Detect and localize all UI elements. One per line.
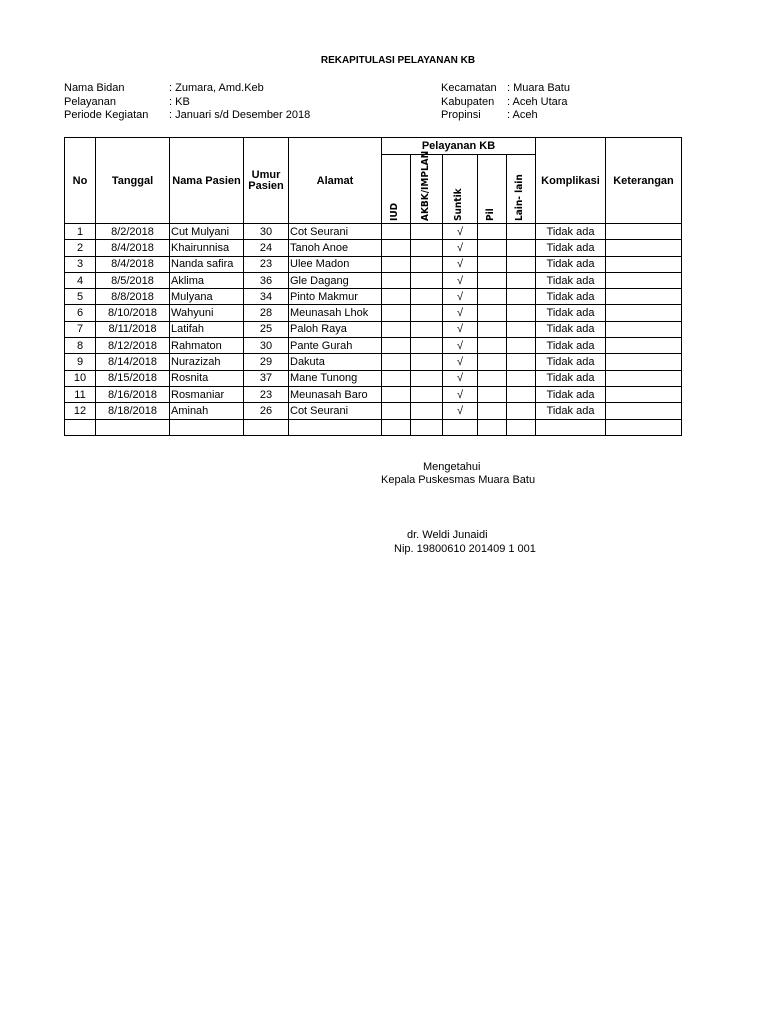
cell-iud <box>382 321 411 337</box>
cell-suntik: √ <box>443 354 478 370</box>
cell-umur: 23 <box>244 386 289 402</box>
cell-umur: 34 <box>244 289 289 305</box>
header-pelayanan-kb: Pelayanan KB <box>382 138 536 155</box>
header-akbk-label: AKBK/IMPLAN <box>419 150 431 221</box>
header-pil <box>478 155 507 224</box>
cell-iud <box>382 370 411 386</box>
signature-name: dr. Weldi Junaidi <box>407 529 488 541</box>
cell-alamat: Cot Seurani <box>289 224 382 240</box>
cell-iud <box>382 224 411 240</box>
cell-no <box>65 419 96 435</box>
cell-alamat: Cot Seurani <box>289 403 382 419</box>
cell-pil <box>478 305 507 321</box>
cell-iud <box>382 256 411 272</box>
cell-keterangan <box>606 240 682 256</box>
info-row-kabupaten <box>441 95 570 109</box>
cell-lain <box>507 386 536 402</box>
cell-keterangan <box>606 354 682 370</box>
cell-pil <box>478 224 507 240</box>
cell-nama: Latifah <box>170 321 244 337</box>
cell-tanggal: 8/18/2018 <box>96 403 170 419</box>
cell-umur: 30 <box>244 224 289 240</box>
cell-lain <box>507 256 536 272</box>
cell-suntik: √ <box>443 224 478 240</box>
cell-no: 4 <box>65 272 96 288</box>
cell-lain <box>507 354 536 370</box>
cell-alamat: Meunasah Baro <box>289 386 382 402</box>
cell-akbk <box>411 240 443 256</box>
cell-pil <box>478 272 507 288</box>
cell-alamat: Tanoh Anoe <box>289 240 382 256</box>
cell-iud <box>382 386 411 402</box>
cell-suntik: √ <box>443 370 478 386</box>
cell-komplikasi: Tidak ada <box>536 370 606 386</box>
header-nama-pasien: Nama Pasien <box>170 138 244 224</box>
header-alamat: Alamat <box>289 138 382 224</box>
header-pil-label: Pil <box>485 208 496 221</box>
cell-komplikasi: Tidak ada <box>536 272 606 288</box>
cell-alamat: Pinto Makmur <box>289 289 382 305</box>
cell-pil <box>478 256 507 272</box>
cell-no: 11 <box>65 386 96 402</box>
cell-tanggal: 8/5/2018 <box>96 272 170 288</box>
cell-iud <box>382 403 411 419</box>
cell-iud <box>382 289 411 305</box>
cell-akbk <box>411 338 443 354</box>
cell-keterangan <box>606 370 682 386</box>
cell-lain <box>507 403 536 419</box>
cell-lain <box>507 272 536 288</box>
info-row-kecamatan <box>441 81 570 95</box>
cell-no: 5 <box>65 289 96 305</box>
cell-komplikasi: Tidak ada <box>536 321 606 337</box>
cell-keterangan <box>606 338 682 354</box>
cell-komplikasi: Tidak ada <box>536 256 606 272</box>
cell-akbk <box>411 289 443 305</box>
info-label: Kecamatan <box>441 82 497 94</box>
cell-no: 7 <box>65 321 96 337</box>
cell-keterangan <box>606 419 682 435</box>
cell-umur: 25 <box>244 321 289 337</box>
cell-keterangan <box>606 403 682 419</box>
document-title: REKAPITULASI PELAYANAN KB <box>320 55 476 66</box>
cell-suntik: √ <box>443 240 478 256</box>
cell-komplikasi: Tidak ada <box>536 403 606 419</box>
header-lain-label: Lain- lain <box>514 174 525 221</box>
cell-umur: 23 <box>244 256 289 272</box>
cell-tanggal: 8/10/2018 <box>96 305 170 321</box>
cell-suntik: √ <box>443 289 478 305</box>
header-keterangan: Keterangan <box>606 138 682 224</box>
header-akbk <box>411 150 443 224</box>
cell-komplikasi <box>536 419 606 435</box>
header-tanggal: Tanggal <box>96 138 170 224</box>
cell-no: 9 <box>65 354 96 370</box>
cell-keterangan <box>606 305 682 321</box>
info-label: Propinsi <box>441 109 481 121</box>
info-row-nama-bidan <box>64 81 310 95</box>
table-row <box>65 338 682 354</box>
table-row <box>65 321 682 337</box>
table-row <box>65 256 682 272</box>
cell-no: 12 <box>65 403 96 419</box>
cell-nama: Khairunnisa <box>170 240 244 256</box>
cell-nama: Aklima <box>170 272 244 288</box>
cell-tanggal: 8/12/2018 <box>96 338 170 354</box>
cell-akbk <box>411 224 443 240</box>
info-right <box>441 81 570 122</box>
cell-iud <box>382 240 411 256</box>
cell-komplikasi: Tidak ada <box>536 240 606 256</box>
info-label: Kabupaten <box>441 95 495 108</box>
cell-suntik: √ <box>443 321 478 337</box>
info-label: Pelayanan <box>64 95 116 108</box>
info-value: : Januari s/d Desember 2018 <box>169 109 311 121</box>
cell-tanggal: 8/16/2018 <box>96 386 170 402</box>
cell-iud <box>382 272 411 288</box>
info-value: : KB <box>169 95 190 108</box>
cell-komplikasi: Tidak ada <box>536 386 606 402</box>
cell-no: 6 <box>65 305 96 321</box>
cell-pil <box>478 370 507 386</box>
cell-tanggal: 8/11/2018 <box>96 321 170 337</box>
cell-komplikasi: Tidak ada <box>536 289 606 305</box>
cell-pil <box>478 321 507 337</box>
cell-keterangan <box>606 289 682 305</box>
cell-no: 10 <box>65 370 96 386</box>
table-row <box>65 224 682 240</box>
cell-komplikasi: Tidak ada <box>536 224 606 240</box>
cell-tanggal: 8/14/2018 <box>96 354 170 370</box>
rekap-table <box>64 137 682 436</box>
table-row <box>65 305 682 321</box>
cell-keterangan <box>606 321 682 337</box>
header-iud-label: IUD <box>389 202 400 221</box>
cell-keterangan <box>606 224 682 240</box>
info-label: Periode Kegiatan <box>64 109 149 121</box>
cell-suntik: √ <box>443 403 478 419</box>
cell-komplikasi: Tidak ada <box>536 305 606 321</box>
info-row-propinsi <box>441 108 570 122</box>
cell-umur: 24 <box>244 240 289 256</box>
header-komplikasi: Komplikasi <box>536 138 606 224</box>
cell-alamat: Ulee Madon <box>289 256 382 272</box>
cell-akbk <box>411 256 443 272</box>
cell-tanggal <box>96 419 170 435</box>
cell-nama: Mulyana <box>170 289 244 305</box>
cell-suntik <box>443 419 478 435</box>
cell-iud <box>382 338 411 354</box>
cell-suntik: √ <box>443 272 478 288</box>
cell-iud <box>382 354 411 370</box>
cell-akbk <box>411 403 443 419</box>
header-suntik <box>443 155 478 224</box>
header-umur-pasien: Umur Pasien <box>244 138 289 224</box>
cell-lain <box>507 289 536 305</box>
cell-alamat: Pante Gurah <box>289 338 382 354</box>
cell-nama: Rosmaniar <box>170 386 244 402</box>
cell-pil <box>478 386 507 402</box>
info-label: Nama Bidan <box>64 82 125 94</box>
cell-akbk <box>411 321 443 337</box>
cell-keterangan <box>606 272 682 288</box>
table-row-empty <box>65 419 682 435</box>
table-row <box>65 403 682 419</box>
rekap-table-body <box>65 224 682 436</box>
cell-tanggal: 8/2/2018 <box>96 224 170 240</box>
info-value: : Aceh Utara <box>507 95 568 108</box>
cell-lain <box>507 321 536 337</box>
header-iud <box>382 155 411 224</box>
info-value: : Aceh <box>507 109 538 121</box>
cell-suntik: √ <box>443 305 478 321</box>
cell-no: 1 <box>65 224 96 240</box>
cell-lain <box>507 370 536 386</box>
signature-nip: Nip. 19800610 201409 1 001 <box>394 543 536 555</box>
header-no: No <box>65 138 96 224</box>
signature-mengetahui: Mengetahui <box>423 461 481 473</box>
cell-nama: Rahmaton <box>170 338 244 354</box>
cell-umur: 30 <box>244 338 289 354</box>
cell-akbk <box>411 354 443 370</box>
cell-komplikasi: Tidak ada <box>536 354 606 370</box>
cell-akbk <box>411 305 443 321</box>
info-value: : Zumara, Amd.Keb <box>169 82 264 94</box>
cell-alamat <box>289 419 382 435</box>
cell-lain <box>507 419 536 435</box>
cell-suntik: √ <box>443 386 478 402</box>
cell-nama: Rosnita <box>170 370 244 386</box>
cell-no: 8 <box>65 338 96 354</box>
cell-pil <box>478 403 507 419</box>
cell-umur: 37 <box>244 370 289 386</box>
cell-no: 2 <box>65 240 96 256</box>
cell-akbk <box>411 272 443 288</box>
cell-tanggal: 8/4/2018 <box>96 240 170 256</box>
cell-nama: Aminah <box>170 403 244 419</box>
table-row <box>65 272 682 288</box>
cell-suntik: √ <box>443 338 478 354</box>
cell-komplikasi: Tidak ada <box>536 338 606 354</box>
cell-nama: Wahyuni <box>170 305 244 321</box>
info-left <box>64 81 310 122</box>
cell-no: 3 <box>65 256 96 272</box>
cell-pil <box>478 289 507 305</box>
cell-lain <box>507 240 536 256</box>
cell-pil <box>478 354 507 370</box>
cell-lain <box>507 305 536 321</box>
cell-alamat: Dakuta <box>289 354 382 370</box>
table-row <box>65 354 682 370</box>
header-suntik-label: Suntik <box>453 188 464 221</box>
cell-suntik: √ <box>443 256 478 272</box>
cell-nama <box>170 419 244 435</box>
cell-nama: Nanda safira <box>170 256 244 272</box>
cell-akbk <box>411 370 443 386</box>
cell-iud <box>382 305 411 321</box>
cell-akbk <box>411 419 443 435</box>
table-row <box>65 386 682 402</box>
header-lain-lain <box>507 155 536 224</box>
cell-lain <box>507 338 536 354</box>
info-row-pelayanan <box>64 95 310 109</box>
cell-nama: Nurazizah <box>170 354 244 370</box>
cell-umur: 28 <box>244 305 289 321</box>
cell-umur: 36 <box>244 272 289 288</box>
cell-pil <box>478 240 507 256</box>
cell-keterangan <box>606 256 682 272</box>
cell-tanggal: 8/4/2018 <box>96 256 170 272</box>
cell-alamat: Mane Tunong <box>289 370 382 386</box>
cell-nama: Cut Mulyani <box>170 224 244 240</box>
cell-alamat: Paloh Raya <box>289 321 382 337</box>
cell-akbk <box>411 386 443 402</box>
cell-umur <box>244 419 289 435</box>
cell-umur: 29 <box>244 354 289 370</box>
cell-pil <box>478 419 507 435</box>
table-row <box>65 370 682 386</box>
cell-umur: 26 <box>244 403 289 419</box>
cell-alamat: Gle Dagang <box>289 272 382 288</box>
info-value: : Muara Batu <box>507 82 570 94</box>
signature-title: Kepala Puskesmas Muara Batu <box>381 474 536 486</box>
cell-tanggal: 8/8/2018 <box>96 289 170 305</box>
info-row-periode <box>64 108 310 122</box>
table-row <box>65 240 682 256</box>
cell-keterangan <box>606 386 682 402</box>
cell-alamat: Meunasah Lhok <box>289 305 382 321</box>
table-row <box>65 289 682 305</box>
cell-tanggal: 8/15/2018 <box>96 370 170 386</box>
cell-lain <box>507 224 536 240</box>
cell-iud <box>382 419 411 435</box>
cell-pil <box>478 338 507 354</box>
